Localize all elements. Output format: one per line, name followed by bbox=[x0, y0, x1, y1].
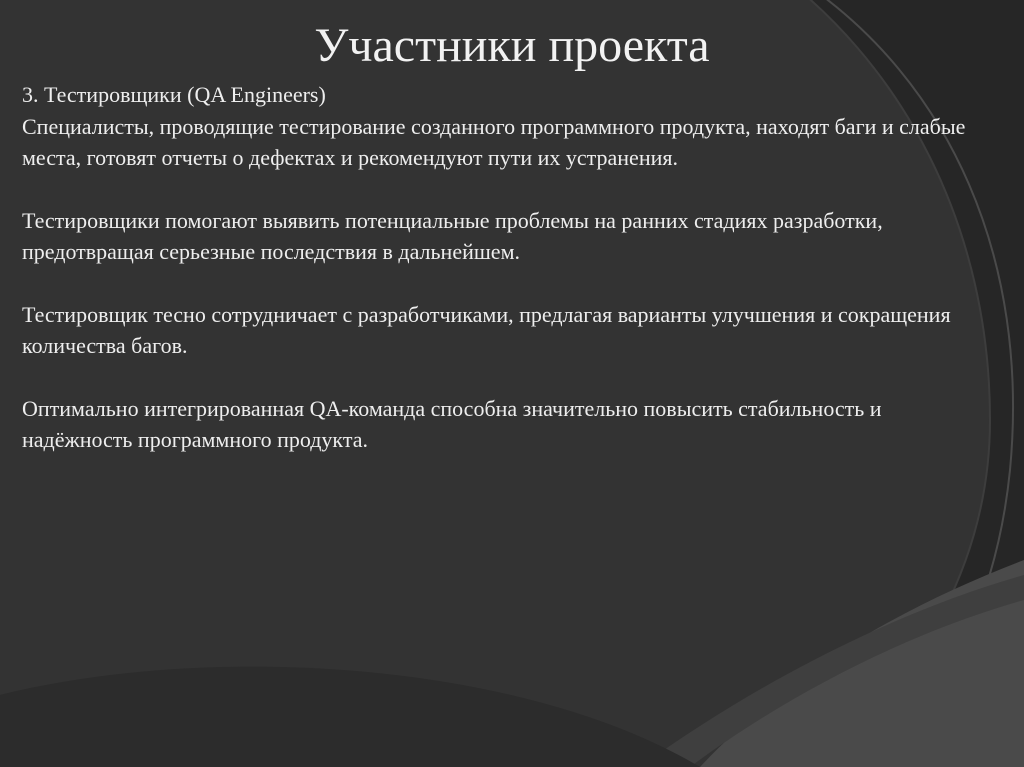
paragraph-early-detection: Тестировщики помогают выявить потенциальные проблемы на ранних стадиях разработки, предотвращая серьезные последствия в дальнейшем. bbox=[22, 207, 883, 264]
paragraph-qa-team: Оптимально интегрированная QA-команда способна значительно повысить стабильность и надёжность программного продукта. bbox=[22, 395, 882, 452]
slide-title: Участники проекта bbox=[314, 19, 710, 72]
slide-body bbox=[22, 79, 982, 456]
section-heading: 3. Тестировщики (QA Engineers) bbox=[22, 82, 326, 107]
paragraph-collaboration: Тестировщик тесно сотрудничает с разработчиками, предлагая варианты улучшения и сокращения количества багов. bbox=[22, 301, 951, 358]
paragraph-specialists: Специалисты, проводящие тестирование созданного программного продукта, находят баги и слабые места, готовят отчеты о дефектах и рекомендуют пути их устранения. bbox=[22, 113, 966, 170]
